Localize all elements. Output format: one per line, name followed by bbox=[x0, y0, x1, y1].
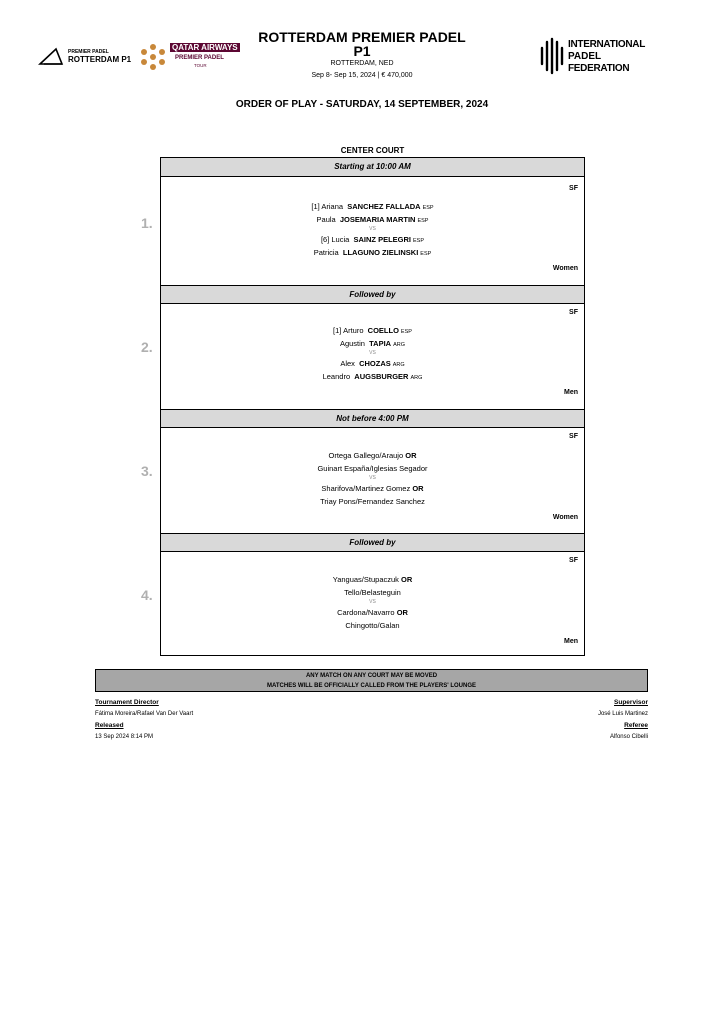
category-label: Women bbox=[552, 265, 578, 272]
round-label: SF bbox=[569, 309, 578, 316]
versus-label: VS bbox=[369, 599, 376, 605]
player-first-name: Leandro bbox=[322, 372, 351, 381]
player-seed: [6] bbox=[320, 235, 330, 244]
round-label: SF bbox=[569, 185, 578, 192]
versus-label: VS bbox=[369, 350, 376, 356]
player-seed: [1] bbox=[333, 326, 342, 335]
match-number: 1. bbox=[141, 215, 153, 231]
player-line bbox=[161, 215, 584, 224]
team-names: Ortega Gallego/Araujo bbox=[328, 451, 404, 460]
player-first-name: Agustin bbox=[339, 339, 365, 348]
category-label: Women bbox=[552, 514, 578, 521]
match-number: 3. bbox=[141, 463, 153, 479]
match-number: 2. bbox=[141, 339, 153, 355]
player-line bbox=[161, 248, 584, 257]
player-last-name: TAPIA bbox=[369, 339, 392, 348]
round-label: SF bbox=[569, 433, 578, 440]
or-label: OR bbox=[405, 451, 417, 460]
player-first-name: Lucia bbox=[331, 235, 350, 244]
match-number: 4. bbox=[141, 587, 153, 603]
round-label: SF bbox=[569, 557, 578, 564]
team-line bbox=[161, 497, 584, 506]
player-seed: [1] bbox=[311, 202, 320, 211]
team-names: Sharifova/Martinez Gomez bbox=[321, 484, 411, 493]
player-line bbox=[161, 202, 584, 211]
logo-qatar-text: QATAR AIRWAYS bbox=[172, 43, 238, 52]
supervisor-label: Supervisor bbox=[614, 699, 648, 706]
team-line bbox=[161, 588, 584, 597]
player-first-name: Patricia bbox=[313, 248, 339, 257]
player-last-name: SANCHEZ FALLADA bbox=[347, 202, 421, 211]
tournament-director-label: Tournament Director bbox=[95, 699, 159, 706]
logo-left-main-text: ROTTERDAM P1 bbox=[68, 55, 132, 64]
player-last-name: LLAGUNO ZIELINSKI bbox=[342, 248, 419, 257]
team-line bbox=[161, 484, 584, 493]
team-names: Tello/Belasteguin bbox=[344, 588, 401, 597]
logo-ipf-line2: PADEL bbox=[568, 51, 602, 62]
team-line bbox=[161, 451, 584, 460]
logo-ipf-line1: INTERNATIONAL bbox=[568, 39, 646, 50]
player-country: ESP bbox=[417, 218, 429, 224]
time-slot-band: Starting at 10:00 AM bbox=[161, 158, 584, 177]
tournament-location: ROTTERDAM, NED bbox=[330, 60, 394, 67]
player-line bbox=[161, 235, 584, 244]
player-last-name: JOSEMARIA MARTIN bbox=[339, 215, 416, 224]
category-label: Men bbox=[564, 389, 578, 396]
team-names: Yanguas/Stupaczuk bbox=[332, 575, 399, 584]
player-first-name: Paula bbox=[316, 215, 336, 224]
or-label: OR bbox=[412, 484, 424, 493]
team-line bbox=[161, 464, 584, 473]
team-line bbox=[161, 608, 584, 617]
team-line bbox=[161, 621, 584, 630]
player-last-name: SAINZ PELEGRI bbox=[353, 235, 412, 244]
player-last-name: CHOZAS bbox=[359, 359, 391, 368]
team-names: Chingotto/Galan bbox=[345, 621, 400, 630]
time-slot-band: Followed by bbox=[161, 285, 584, 304]
player-country: ARG bbox=[392, 362, 405, 368]
player-line bbox=[161, 372, 584, 381]
logo-qatar-sub1: PREMIER PADEL bbox=[175, 55, 224, 61]
tournament-dates-prize: Sep 8- Sep 15, 2024 | € 470,000 bbox=[311, 72, 413, 79]
player-last-name: COELLO bbox=[367, 326, 399, 335]
player-country: ARG bbox=[410, 375, 423, 381]
category-label: Men bbox=[564, 638, 578, 645]
player-last-name: AUGSBURGER bbox=[354, 372, 409, 381]
player-first-name: Ariana bbox=[321, 202, 344, 211]
tournament-title bbox=[0, 30, 724, 58]
player-country: ESP bbox=[413, 238, 425, 244]
player-country: ESP bbox=[422, 205, 434, 211]
released-label: Released bbox=[95, 722, 124, 729]
player-line bbox=[161, 359, 584, 368]
player-line bbox=[161, 339, 584, 348]
notice-line1: ANY MATCH ON ANY COURT MAY BE MOVED bbox=[305, 673, 438, 679]
or-label: OR bbox=[396, 608, 408, 617]
tournament-title-line2: P1 bbox=[353, 43, 371, 59]
tournament-title-line1: ROTTERDAM PREMIER PADEL bbox=[258, 29, 466, 45]
player-first-name: Alex bbox=[340, 359, 355, 368]
or-label: OR bbox=[401, 575, 413, 584]
player-country: ESP bbox=[400, 329, 412, 335]
player-line bbox=[161, 326, 584, 335]
court-name: CENTER COURT bbox=[340, 146, 405, 155]
versus-label: VS bbox=[369, 226, 376, 232]
logo-ipf-line3: FEDERATION bbox=[568, 63, 630, 74]
supervisor-value: José Luis Martinez bbox=[597, 711, 648, 717]
released-value: 13 Sep 2024 8:14 PM bbox=[95, 734, 154, 740]
time-slot-band: Not before 4:00 PM bbox=[161, 409, 584, 428]
logo-qatar-sub2: TOUR bbox=[194, 63, 207, 68]
team-line bbox=[161, 575, 584, 584]
referee-value: Alfonso Cibelli bbox=[609, 734, 648, 740]
schedule-table bbox=[141, 157, 585, 656]
notice-box bbox=[95, 669, 648, 692]
tournament-director-value: Fátima Moreira/Rafael Van Der Vaart bbox=[95, 711, 194, 717]
team-names: Guinart España/Iglesias Segador bbox=[317, 464, 428, 473]
referee-label: Referee bbox=[624, 722, 648, 729]
order-of-play-title: ORDER OF PLAY - SATURDAY, 14 SEPTEMBER, 2024 bbox=[235, 99, 489, 110]
player-first-name: Arturo bbox=[343, 326, 364, 335]
player-country: ESP bbox=[420, 251, 432, 257]
notice-line2: MATCHES WILL BE OFFICIALLY CALLED FROM THE PLAYERS' LOUNGE bbox=[267, 683, 476, 689]
team-names: Triay Pons/Fernandez Sanchez bbox=[320, 497, 425, 506]
time-slot-band: Followed by bbox=[161, 533, 584, 552]
player-country: ARG bbox=[393, 342, 406, 348]
team-names: Cardona/Navarro bbox=[337, 608, 395, 617]
logo-left-small-text: PREMIER PADEL bbox=[68, 49, 109, 55]
versus-label: VS bbox=[369, 475, 376, 481]
